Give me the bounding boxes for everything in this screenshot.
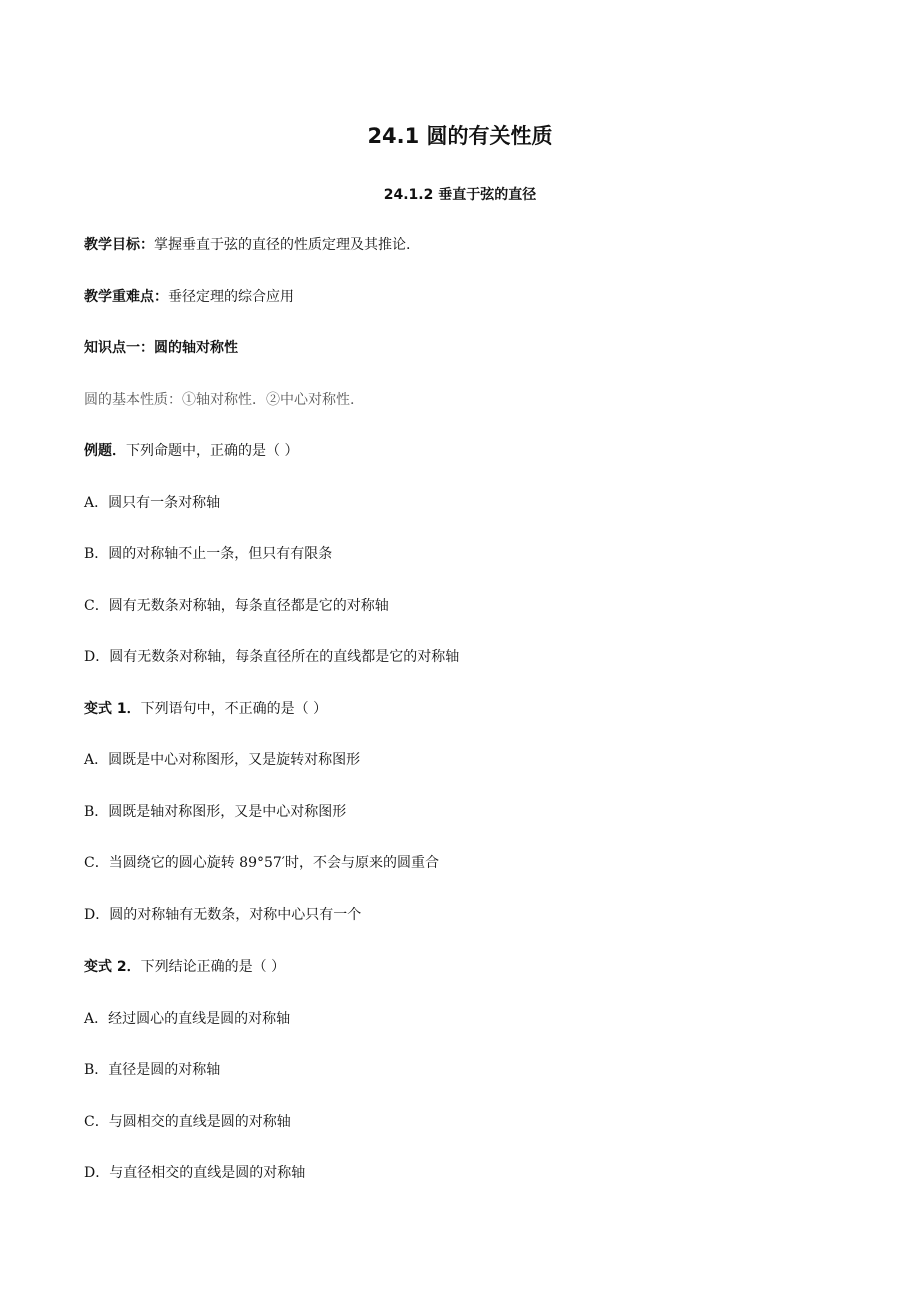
teaching-goal-text: 掌握垂直于弦的直径的性质定理及其推论. — [154, 237, 411, 253]
example-question — [84, 441, 298, 461]
page-title: 24.1 圆的有关性质 — [367, 124, 553, 148]
teaching-goal-label: 教学目标： — [84, 237, 154, 253]
basic-property-text: 圆的基本性质：①轴对称性．②中心对称性. — [84, 392, 355, 408]
variant2-option-d: D．与直径相交的直线是圆的对称轴 — [84, 1165, 306, 1181]
variant2-question — [84, 957, 285, 977]
variant1-option-b: B．圆既是轴对称图形，又是中心对称图形 — [84, 804, 347, 820]
variant2-option-c: C．与圆相交的直线是圆的对称轴 — [84, 1114, 291, 1130]
example-option-b: B．圆的对称轴不止一条，但只有有限条 — [84, 546, 333, 562]
key-points-text: 垂径定理的综合应用 — [168, 289, 294, 305]
example-question-text: 下列命题中，正确的是（ ） — [126, 443, 299, 459]
variant2-label: 变式 2． — [84, 959, 141, 975]
variant2-option-a: A．经过圆心的直线是圆的对称轴 — [84, 1011, 291, 1027]
variant1-question — [84, 699, 327, 719]
variant1-option-a: A．圆既是中心对称图形，又是旋转对称图形 — [84, 752, 361, 768]
variant1-option-d: D．圆的对称轴有无数条，对称中心只有一个 — [84, 907, 362, 923]
variant2-option-b: B．直径是圆的对称轴 — [84, 1062, 221, 1078]
knowledge-point-heading: 知识点一：圆的轴对称性 — [84, 340, 238, 356]
variant1-label: 变式 1． — [84, 701, 141, 717]
key-points — [84, 287, 294, 307]
example-option-a: A．圆只有一条对称轴 — [84, 495, 221, 511]
key-points-label: 教学重难点： — [84, 289, 168, 305]
variant1-question-text: 下列语句中，不正确的是（ ） — [140, 701, 328, 717]
variant1-option-c: C．当圆绕它的圆心旋转 89°57′时，不会与原来的圆重合 — [84, 855, 439, 871]
teaching-goal — [84, 235, 410, 255]
example-option-c: C．圆有无数条对称轴，每条直径都是它的对称轴 — [84, 598, 389, 614]
variant2-question-text: 下列结论正确的是（ ） — [140, 959, 286, 975]
section-subtitle: 24.1.2 垂直于弦的直径 — [383, 187, 537, 203]
example-label: 例题． — [84, 443, 126, 459]
example-option-d: D．圆有无数条对称轴，每条直径所在的直线都是它的对称轴 — [84, 649, 460, 665]
